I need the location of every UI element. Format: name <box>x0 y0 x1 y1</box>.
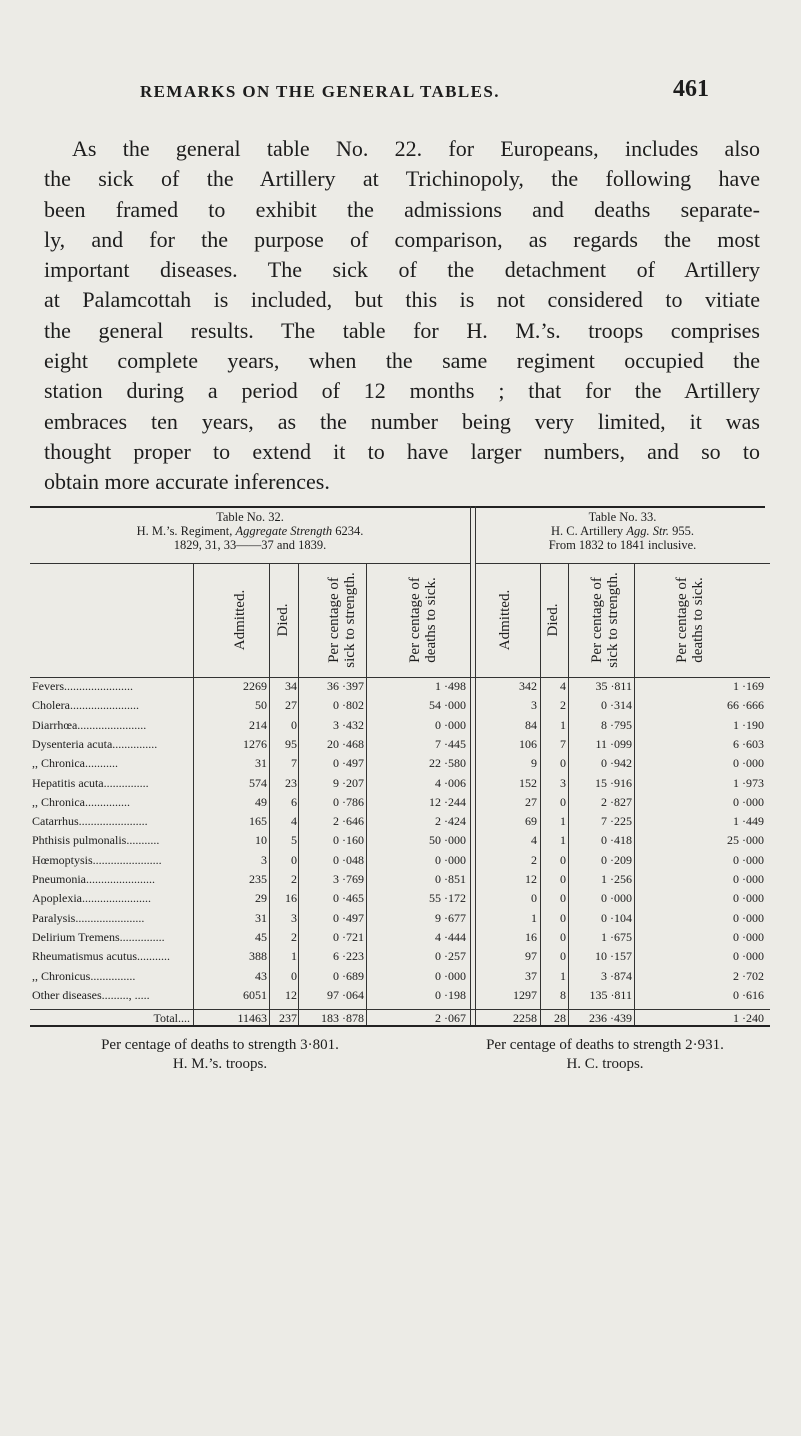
table-cell: 0 ·314 <box>601 698 632 713</box>
table-cell: 135 ·811 <box>589 987 632 1002</box>
table-cell: 0 ·000 <box>733 891 764 906</box>
table-cell: 0 <box>291 968 297 983</box>
table-cell: 8 <box>560 987 566 1002</box>
table-cell: 55 ·172 <box>429 891 466 906</box>
table-cell: 43 <box>255 968 267 983</box>
table-cell: 49 <box>255 794 267 809</box>
table32-title: Table No. 32. <box>216 510 284 524</box>
table-cell: 4 <box>560 679 566 693</box>
disease-name: Paralysis....................... <box>32 910 145 925</box>
table-row <box>30 756 772 770</box>
table-cell: 2 <box>291 929 297 944</box>
table-cell: 12 <box>285 987 297 1002</box>
table-cell: 0 <box>560 949 566 964</box>
table-cell: 0 ·000 <box>601 891 632 906</box>
table-row <box>30 872 772 886</box>
table-cell: 0 ·786 <box>333 794 364 809</box>
table-cell: 45 <box>255 929 267 944</box>
table-row <box>30 949 772 963</box>
table-cell: 0 ·160 <box>333 833 364 848</box>
table-cell: 1 <box>560 968 566 983</box>
table-cell: 388 <box>249 949 267 964</box>
table-cell: 50 ·000 <box>429 833 466 848</box>
table32-years: 1829, 31, 33——37 and 1839. <box>173 538 327 552</box>
disease-name: Hepatitis acuta............... <box>32 775 149 790</box>
table-top-rule <box>30 506 765 508</box>
table-cell: 2 ·702 <box>733 968 764 983</box>
disease-name: Pneumonia....................... <box>32 872 155 886</box>
table-cell: 2 <box>560 698 566 713</box>
table-cell: 97 ·064 <box>327 987 364 1002</box>
table-cell: 0 ·198 <box>435 987 466 1002</box>
table-cell: 23 <box>285 775 297 790</box>
disease-name: Cholera....................... <box>32 698 139 713</box>
table-cell: 10 ·157 <box>595 949 632 964</box>
header-rule <box>475 563 770 564</box>
disease-name: Rheumatismus acutus........... <box>32 949 170 964</box>
table-cell: 0 ·000 <box>733 872 764 886</box>
table-cell: 342 <box>519 679 537 693</box>
table-row <box>30 814 772 828</box>
table-cell: 0 <box>560 756 566 771</box>
table-cell: 0 <box>531 891 537 906</box>
table-cell: 95 <box>285 736 297 751</box>
page-header <box>0 76 801 110</box>
table-cell: 3 ·874 <box>601 968 632 983</box>
table-row <box>30 737 772 751</box>
table-cell: 16 <box>285 891 297 906</box>
table-cell: 1 <box>560 717 566 732</box>
comparison-tables <box>30 506 772 1346</box>
table-cell: 2 ·646 <box>333 814 364 829</box>
table-cell: 0 ·851 <box>435 872 466 886</box>
table-row <box>30 891 772 905</box>
paragraph-line: As the general table No. 22. for Europeans, includes also <box>72 136 760 161</box>
table-row <box>30 911 772 925</box>
table-cell: 1 ·675 <box>601 929 632 944</box>
table33-subtitle: H. C. Artillery Agg. Str. 955. <box>550 524 695 538</box>
table-row <box>30 795 772 809</box>
table-cell: 214 <box>249 717 267 732</box>
table-cell: 9 <box>531 756 537 771</box>
table-cell: 12 <box>525 872 537 886</box>
table-cell: 0 <box>291 717 297 732</box>
table-cell: 0 ·000 <box>733 929 764 944</box>
table-cell: 3 ·769 <box>333 872 364 886</box>
table-cell: 0 ·000 <box>733 852 764 867</box>
table-cell: 0 ·689 <box>333 968 364 983</box>
table-cell: 8 ·795 <box>601 717 632 732</box>
paragraph-line: at Palamcottah is included, but this is not considered to vitiate <box>44 287 760 313</box>
table-cell: 1 ·169 <box>733 679 764 693</box>
table-cell: 0 ·000 <box>435 968 466 983</box>
table-cell: 84 <box>525 717 537 732</box>
table-cell: 0 ·465 <box>333 891 364 906</box>
table-cell: 3 <box>531 698 537 713</box>
table-cell: 1 ·256 <box>601 872 632 886</box>
table-cell: 0 <box>560 929 566 944</box>
table-cell: 35 ·811 <box>595 679 632 693</box>
header-rule <box>30 563 470 564</box>
table-cell: 15 ·916 <box>595 775 632 790</box>
paragraph-line: station during a period of 12 months ; that for the Artillery <box>44 378 760 404</box>
table-cell: 0 <box>560 891 566 906</box>
table-cell: 16 <box>525 929 537 944</box>
table-cell: 3 <box>560 775 566 790</box>
table-cell: 152 <box>519 775 537 790</box>
paragraph-line: eight complete years, when the same regiment occupied the <box>44 348 760 374</box>
table-cell: 4 ·444 <box>435 929 466 944</box>
table-cell: 574 <box>249 775 267 790</box>
table-cell: 0 ·418 <box>601 833 632 848</box>
table-cell: 0 ·000 <box>435 852 466 867</box>
table-cell: 11 ·099 <box>595 736 632 751</box>
table-cell: 0 <box>560 910 566 925</box>
paragraph-line: the general results. The table for H. M.’s. troops comprises <box>44 317 760 343</box>
table32-subtitle: H. M.’s. Regiment, Aggregate Strength 6234. <box>136 524 364 538</box>
table-cell: 12 ·244 <box>429 794 466 809</box>
disease-name: Phthisis pulmonalis........... <box>32 833 160 848</box>
table-cell: 66 ·666 <box>727 698 764 713</box>
disease-name: Fevers....................... <box>32 679 133 693</box>
table-cell: 3 <box>291 910 297 925</box>
col-pct-deaths: Per centage of deaths to sick. <box>407 577 439 663</box>
table-cell: 1 ·973 <box>733 775 764 790</box>
table33-title: Table No. 33. <box>588 510 657 524</box>
paragraph-line: important diseases. The sick of the detachment of Artillery <box>44 257 760 283</box>
table-cell: 4 ·006 <box>435 775 466 790</box>
paragraph-line: been framed to exhibit the admissions and deaths separate- <box>44 196 760 222</box>
table-cell: 6051 <box>243 987 267 1002</box>
table-row <box>30 969 772 983</box>
col-pct-sick: Per centage of sick to strength. <box>326 572 358 668</box>
table-cell: 0 ·942 <box>601 756 632 771</box>
table-cell: 0 ·497 <box>333 910 364 925</box>
table33-title-block <box>475 510 770 552</box>
table-cell: 27 <box>525 794 537 809</box>
table-row <box>30 718 772 732</box>
table-cell: 2 ·827 <box>601 794 632 809</box>
table-row <box>30 679 772 693</box>
col-pct-sick: Per centage of sick to strength. <box>589 572 621 668</box>
table-cell: 0 <box>291 852 297 867</box>
disease-name: Apoplexia....................... <box>32 891 151 906</box>
table-cell: 31 <box>255 910 267 925</box>
table-cell: 0 ·802 <box>333 698 364 713</box>
table-cell: 0 <box>560 794 566 809</box>
table-cell: 0 ·497 <box>333 756 364 771</box>
disease-name: Catarrhus....................... <box>32 814 148 829</box>
table-cell: 3 ·432 <box>333 717 364 732</box>
paragraph-line: embraces ten years, as the number being very limited, it was <box>44 408 760 434</box>
disease-name: ,, Chronicus............... <box>32 968 136 983</box>
paragraph-line: ly, and for the purpose of comparison, as regards the most <box>44 226 760 252</box>
table-row <box>30 853 772 867</box>
table-cell: 97 <box>525 949 537 964</box>
disease-name: Hœmoptysis....................... <box>32 852 162 867</box>
table-cell: 0 ·000 <box>733 949 764 964</box>
table-cell: 7 <box>291 756 297 771</box>
page-number: 461 <box>673 76 709 102</box>
disease-name: Delirium Tremens............... <box>32 929 165 944</box>
table-cell: 2 ·424 <box>435 814 466 829</box>
table-cell: 36 ·397 <box>327 679 364 693</box>
table-cell: 31 <box>255 756 267 771</box>
table-cell: 6 ·603 <box>733 736 764 751</box>
table-cell: 2269 <box>243 679 267 693</box>
disease-name: Other diseases........., ..... <box>32 987 150 1002</box>
table-cell: 69 <box>525 814 537 829</box>
table-cell: 165 <box>249 814 267 829</box>
table-cell: 7 ·225 <box>601 814 632 829</box>
col-died: Died. <box>275 603 291 637</box>
table32-title-block <box>30 510 470 552</box>
table-cell: 235 <box>249 872 267 886</box>
disease-name: ,, Chronica........... <box>32 756 118 771</box>
paragraph-line: the sick of the Artillery at Trichinopoly, the following have <box>44 166 760 192</box>
table-cell: 0 ·616 <box>733 987 764 1002</box>
table-cell: 29 <box>255 891 267 906</box>
table-cell: 50 <box>255 698 267 713</box>
table-cell: 9 ·677 <box>435 910 466 925</box>
table-cell: 1297 <box>513 987 537 1002</box>
table-cell: 1 ·449 <box>733 814 764 829</box>
table-cell: 5 <box>291 833 297 848</box>
table-cell: 0 ·209 <box>601 852 632 867</box>
table-cell: 20 ·468 <box>327 736 364 751</box>
table-cell: 1 <box>560 833 566 848</box>
table-cell: 4 <box>531 833 537 848</box>
table-cell: 7 <box>560 736 566 751</box>
table-cell: 1276 <box>243 736 267 751</box>
table-cell: 2 <box>291 872 297 886</box>
table-row <box>30 930 772 944</box>
table-cell: 0 ·721 <box>333 929 364 944</box>
table-cell: 25 ·000 <box>727 833 764 848</box>
paragraph-line: thought proper to extend it to have larger numbers, and so to <box>44 438 760 464</box>
table-cell: 34 <box>285 679 297 693</box>
table-cell: 3 <box>261 852 267 867</box>
table-cell: 0 ·104 <box>601 910 632 925</box>
table-cell: 1 <box>531 910 537 925</box>
colhead-rule <box>30 677 770 678</box>
table-cell: 27 <box>285 698 297 713</box>
table-cell: 1 <box>291 949 297 964</box>
table33-footer: Per centage of deaths to strength 2·931. H. C. troops. <box>486 1037 724 1072</box>
disease-name: Dysenteria acuta............... <box>32 736 158 751</box>
col-admitted: Admitted. <box>232 589 248 651</box>
table-cell: 9 ·207 <box>333 775 364 790</box>
table33-years: From 1832 to 1841 inclusive. <box>548 538 697 552</box>
table-cell: 0 ·000 <box>435 717 466 732</box>
table-cell: 1 ·190 <box>733 717 764 732</box>
table-cell: 37 <box>525 968 537 983</box>
paragraph-line: obtain more accurate inferences. <box>44 469 330 495</box>
table-cell: 10 <box>255 833 267 848</box>
table-cell: 4 <box>291 814 297 829</box>
table-row <box>30 988 772 1002</box>
table32-footer: Per centage of deaths to strength 3·801. H. M.’s. troops. <box>101 1037 339 1072</box>
table-row <box>30 833 772 847</box>
table-cell: 0 <box>560 852 566 867</box>
table-cell: 7 ·445 <box>435 736 466 751</box>
table-cell: 6 <box>291 794 297 809</box>
table-cell: 106 <box>519 736 537 751</box>
disease-name: Diarrhœa....................... <box>32 717 147 732</box>
col-died: Died. <box>545 603 561 637</box>
running-head: REMARKS ON THE GENERAL TABLES. <box>140 82 500 101</box>
table-cell: 22 ·580 <box>429 756 466 771</box>
table-row <box>30 698 772 712</box>
table-cell: 0 ·000 <box>733 910 764 925</box>
col-admitted: Admitted. <box>497 589 513 651</box>
table-cell: 0 ·048 <box>333 852 364 867</box>
table-cell: 0 ·000 <box>733 794 764 809</box>
total-rule <box>30 1009 770 1010</box>
table-cell: 0 ·257 <box>435 949 466 964</box>
table-cell: 0 ·000 <box>733 756 764 771</box>
disease-name: ,, Chronica............... <box>32 794 130 809</box>
table-cell: 6 ·223 <box>333 949 364 964</box>
table-cell: 1 <box>560 814 566 829</box>
table-cell: 54 ·000 <box>429 698 466 713</box>
body-paragraph <box>44 134 760 498</box>
table-cell: 0 <box>560 872 566 886</box>
bottom-rule <box>30 1025 770 1027</box>
col-pct-deaths: Per centage of deaths to sick. <box>674 577 706 663</box>
table-cell: 2 <box>531 852 537 867</box>
total-row: Total.... 11463 237 183 ·878 2 ·067 2258 28 236 ·439 1 ·240 <box>153 1011 764 1025</box>
table-row <box>30 776 772 790</box>
table-cell: 1 ·498 <box>435 679 466 693</box>
